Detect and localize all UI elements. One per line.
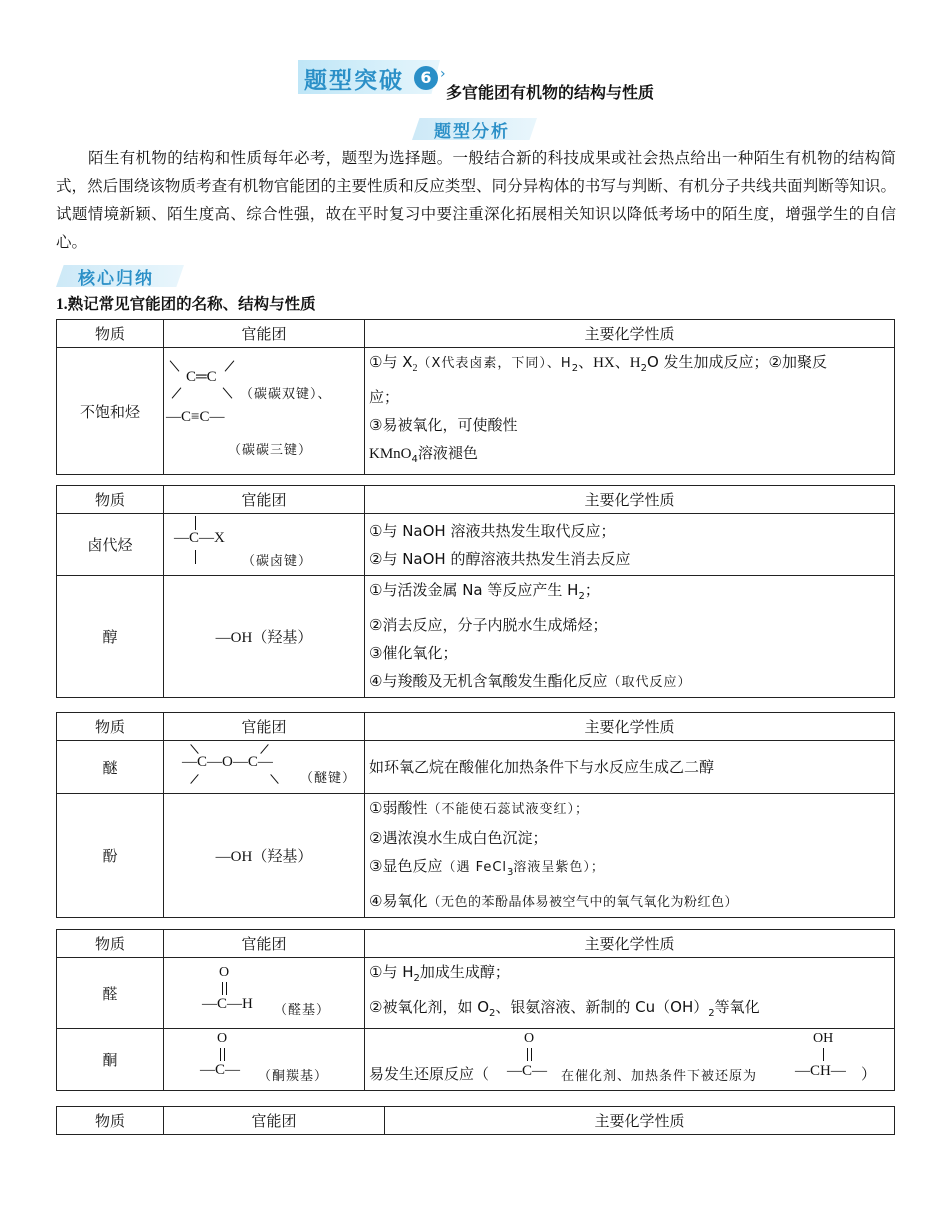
substance-name: 卤代烃	[57, 514, 164, 576]
group-cell	[164, 514, 365, 576]
header-properties: 主要化学性质	[365, 320, 895, 348]
header-substance: 物质	[57, 320, 164, 348]
halide-label: （碳卤键）	[242, 554, 313, 569]
page-subtitle: 多官能团有机物的结构与性质	[446, 83, 655, 102]
substance-name: 醚	[57, 741, 164, 794]
header-group: 官能团	[164, 930, 365, 958]
ketone-label: （酮羰基）	[258, 1069, 329, 1084]
header-properties: 主要化学性质	[365, 713, 895, 741]
table-ether-phenol	[56, 712, 895, 918]
header-group: 官能团	[164, 713, 365, 741]
table-row	[57, 958, 895, 1029]
header-group: 官能团	[164, 320, 365, 348]
header-substance: 物质	[57, 930, 164, 958]
properties-cell: 易发生还原反应（ O —C— 在催化剂、加热条件下被还原为 OH —CH— ）	[365, 1029, 895, 1091]
header-substance: 物质	[57, 486, 164, 514]
substance-name: 不饱和烃	[57, 348, 164, 475]
properties-cell: ①与 $X_2(X$代表卤素，下同）、$H_2$、HX、$H_2O$ 发生加成反应；②加聚反 应； ③易被氧化，可使酸性 KMnO$_4$溶液褪色	[365, 348, 895, 475]
substance-name: 酮	[57, 1029, 164, 1091]
table-row	[57, 348, 895, 475]
group-cell: —OH（羟基）	[164, 794, 365, 918]
header-substance: 物质	[57, 713, 164, 741]
aldehyde-label: （醛基）	[274, 1002, 331, 1018]
header-properties: 主要化学性质	[365, 486, 895, 514]
header-substance: 物质	[57, 1107, 164, 1135]
table-aldehyde-ketone	[56, 929, 895, 1091]
item-number: 1.	[56, 296, 68, 313]
section-heading-summary: 核心归纳	[78, 269, 154, 289]
header-properties: 主要化学性质	[385, 1107, 895, 1135]
properties-cell: ①弱酸性（不能使石蕊试液变红）； ②遇浓溴水生成白色沉淀； ③显色反应（遇 FeCl$_3$溶液呈紫色）； ④易氧化（无色的苯酚晶体易被空气中的氧气氧化为粉红色）	[365, 794, 895, 918]
table-halide-alcohol	[56, 485, 895, 698]
aldehyde-formula: —C—H	[202, 995, 253, 1012]
chevron-right-icon: ›	[440, 66, 446, 82]
banner-title: 题型突破	[304, 68, 404, 94]
ether-formula: —C—O—C—	[182, 754, 273, 770]
halide-formula: —C—X	[174, 530, 225, 546]
properties-cell: 如环氧乙烷在酸催化加热条件下与水反应生成乙二醇	[365, 741, 895, 794]
substance-name: 醛	[57, 958, 164, 1029]
group-cell	[164, 348, 365, 475]
ketone-formula: —C—	[200, 1062, 241, 1078]
item-title: 熟记常见官能团的名称、结构与性质	[67, 295, 316, 313]
table-unsaturated	[56, 319, 895, 475]
analysis-paragraph: 陌生有机物的结构和性质每年必考，题型为选择题。一般结合新的科技成果或社会热点给出一种陌生有机物的结构简式，然后围绕该物质考查有机物官能团的主要性质和反应类型、同分异构体的书写与判断、有机分子共线共面判断等知识。试题情境新颖、陌生度高、综合性强，故在平时复习中要注重深化拓展相关知识以降低考场中的陌生度，增强学生的自信心。	[56, 149, 896, 251]
section-heading-analysis: 题型分析	[434, 122, 510, 142]
group-cell	[164, 741, 365, 794]
header-group: 官能团	[164, 1107, 385, 1135]
properties-cell: ①与活泼金属 Na 等反应产生 $H_2$； ②消去反应，分子内脱水生成烯烃； ③催化氧化； ④与羧酸及无机含氧酸发生酯化反应（取代反应）	[365, 576, 895, 698]
group-cell: —OH（羟基）	[164, 576, 365, 698]
properties-cell: ①与 $H_2$加成生成醇； ②被氧化剂，如 $O_2$、银氨溶液、新制的 $Cu(OH)_2$等氧化	[365, 958, 895, 1029]
substance-name: 醇	[57, 576, 164, 698]
item-heading	[56, 292, 316, 314]
group-cell: O —C— （酮羰基）	[164, 1029, 365, 1091]
number-badge: 6	[414, 66, 438, 90]
triple-bond-label: （碳碳三键）	[228, 443, 313, 458]
header-properties: 主要化学性质	[365, 930, 895, 958]
triple-bond-formula: —C≡C—	[166, 409, 225, 425]
group-cell: O —C—H （醛基）	[164, 958, 365, 1029]
substance-name: 酚	[57, 794, 164, 918]
table-row	[57, 1029, 895, 1091]
double-bond-formula: C═C	[186, 369, 217, 385]
properties-cell: ①与 NaOH 溶液共热发生取代反应； ②与 NaOH 的醇溶液共热发生消去反应	[365, 514, 895, 576]
header-group: 官能团	[164, 486, 365, 514]
table-row	[57, 514, 895, 576]
double-bond-label: （碳碳双键）、	[240, 387, 332, 402]
table-row	[57, 576, 895, 698]
table-next	[56, 1106, 895, 1135]
ether-label: （醚键）	[300, 771, 357, 786]
table-row	[57, 741, 895, 794]
table-row	[57, 794, 895, 918]
